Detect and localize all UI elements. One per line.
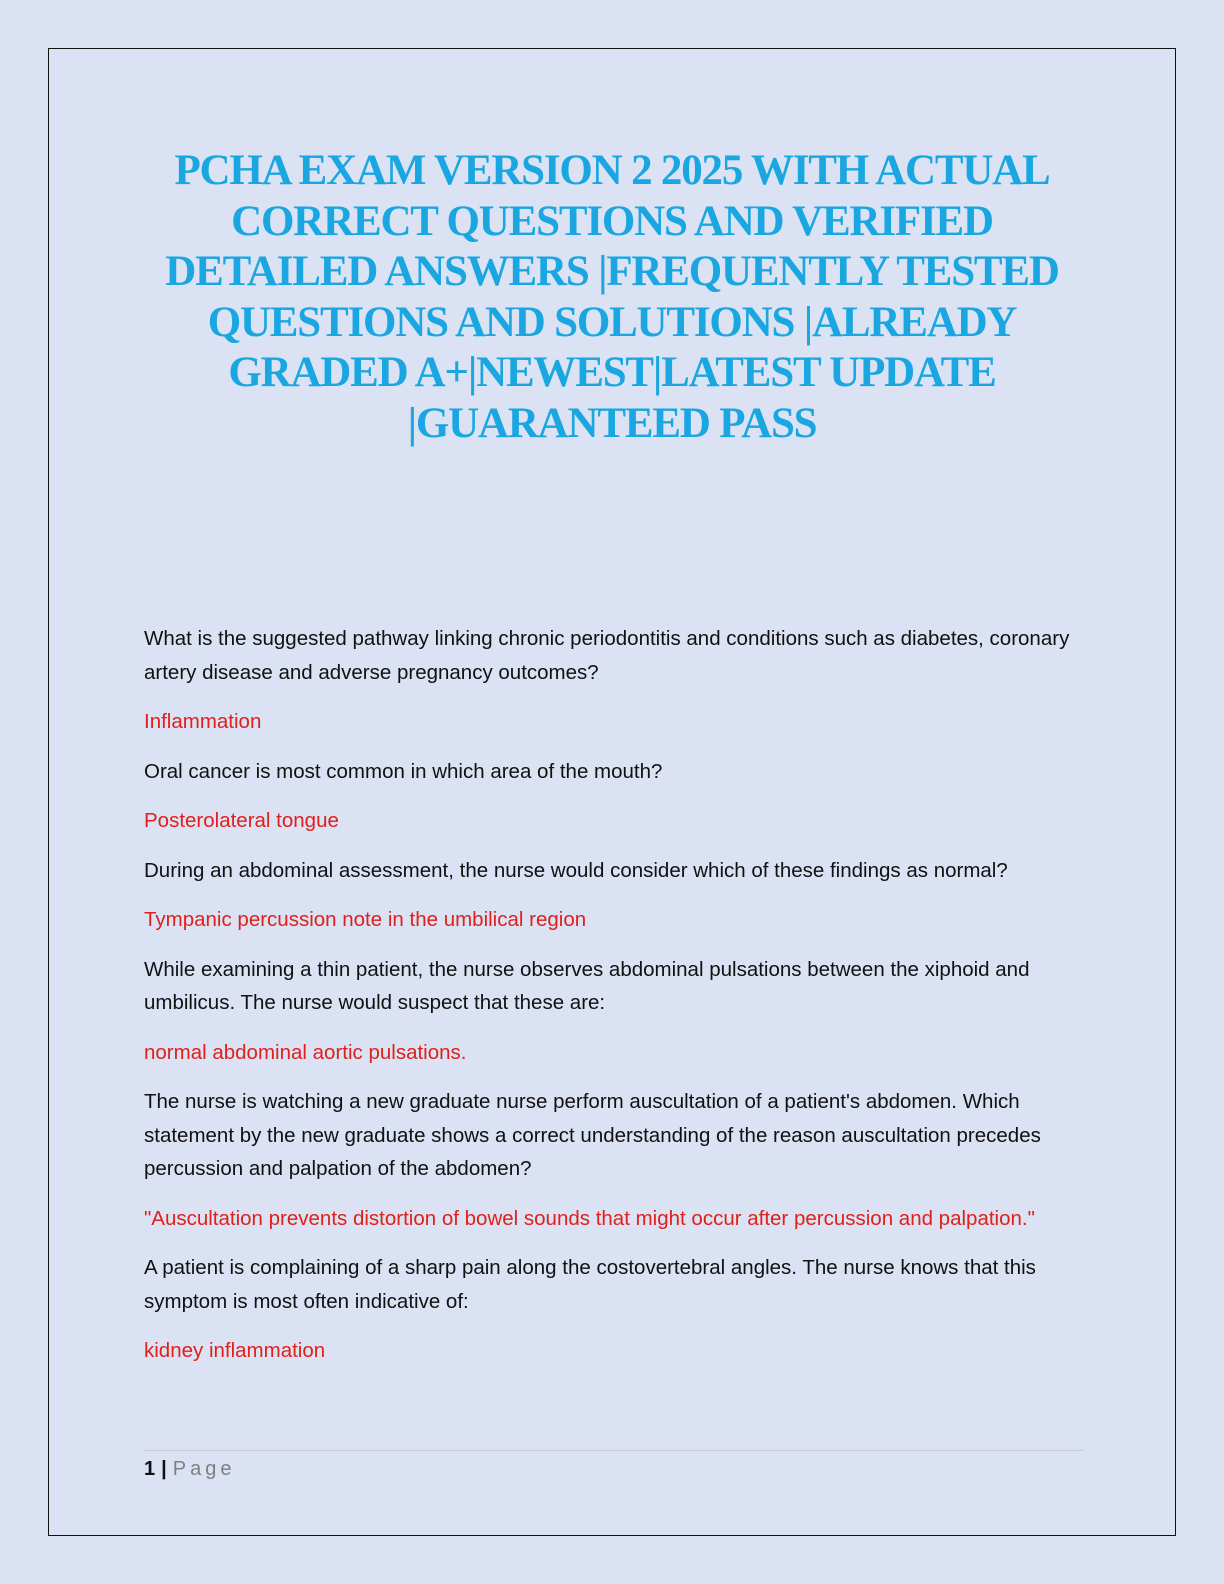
answer-5: "Auscultation prevents distortion of bowel sounds that might occur after percussion and palpation." [144, 1206, 1035, 1230]
question-6: A patient is complaining of a sharp pain along the costovertebral angles. The nurse knows that this symptom is most often indicative of: [144, 1256, 1036, 1313]
answer-2: Posterolateral tongue [144, 809, 339, 832]
page-label: Page [172, 1458, 236, 1480]
question-5: The nurse is watching a new graduate nurse perform auscultation of a patient's abdomen. Which statement by the new graduate shows a correct understanding of the reason auscultation precedes percussion and palpation of the abdomen? [144, 1090, 1041, 1180]
footer-divider [144, 1450, 1084, 1451]
question-3: During an abdominal assessment, the nurse would consider which of these findings as normal? [144, 858, 1008, 882]
question-2: Oral cancer is most common in which area of the mouth? [144, 759, 663, 783]
footer-separator: | [161, 1458, 167, 1480]
answer-6: kidney inflammation [144, 1339, 326, 1362]
answer-4: normal abdominal aortic pulsations. [144, 1040, 467, 1064]
qa-list [144, 622, 1084, 1384]
question-1: What is the suggested pathway linking chronic periodontitis and conditions such as diabetes, coronary artery disease and adverse pregnancy outcomes? [144, 627, 1070, 684]
page-number: 1 [144, 1458, 156, 1480]
answer-3: Tympanic percussion note in the umbilical region [144, 908, 587, 931]
question-4: While examining a thin patient, the nurse observes abdominal pulsations between the xiphoid and umbilicus. The nurse would suspect that these are: [144, 957, 1030, 1014]
page-footer [144, 1456, 235, 1482]
document-title: PCHA EXAM VERSION 2 2025 WITH ACTUAL CORRECT QUESTIONS AND VERIFIED DETAILED ANSWERS |FREQUENTLY TESTED QUESTIONS AND SOLUTIONS |ALREADY GRADED A+|NEWEST|LATEST UPDATE |GUARANTEED PASS [165, 147, 1059, 447]
answer-1: Inflammation [144, 710, 262, 733]
